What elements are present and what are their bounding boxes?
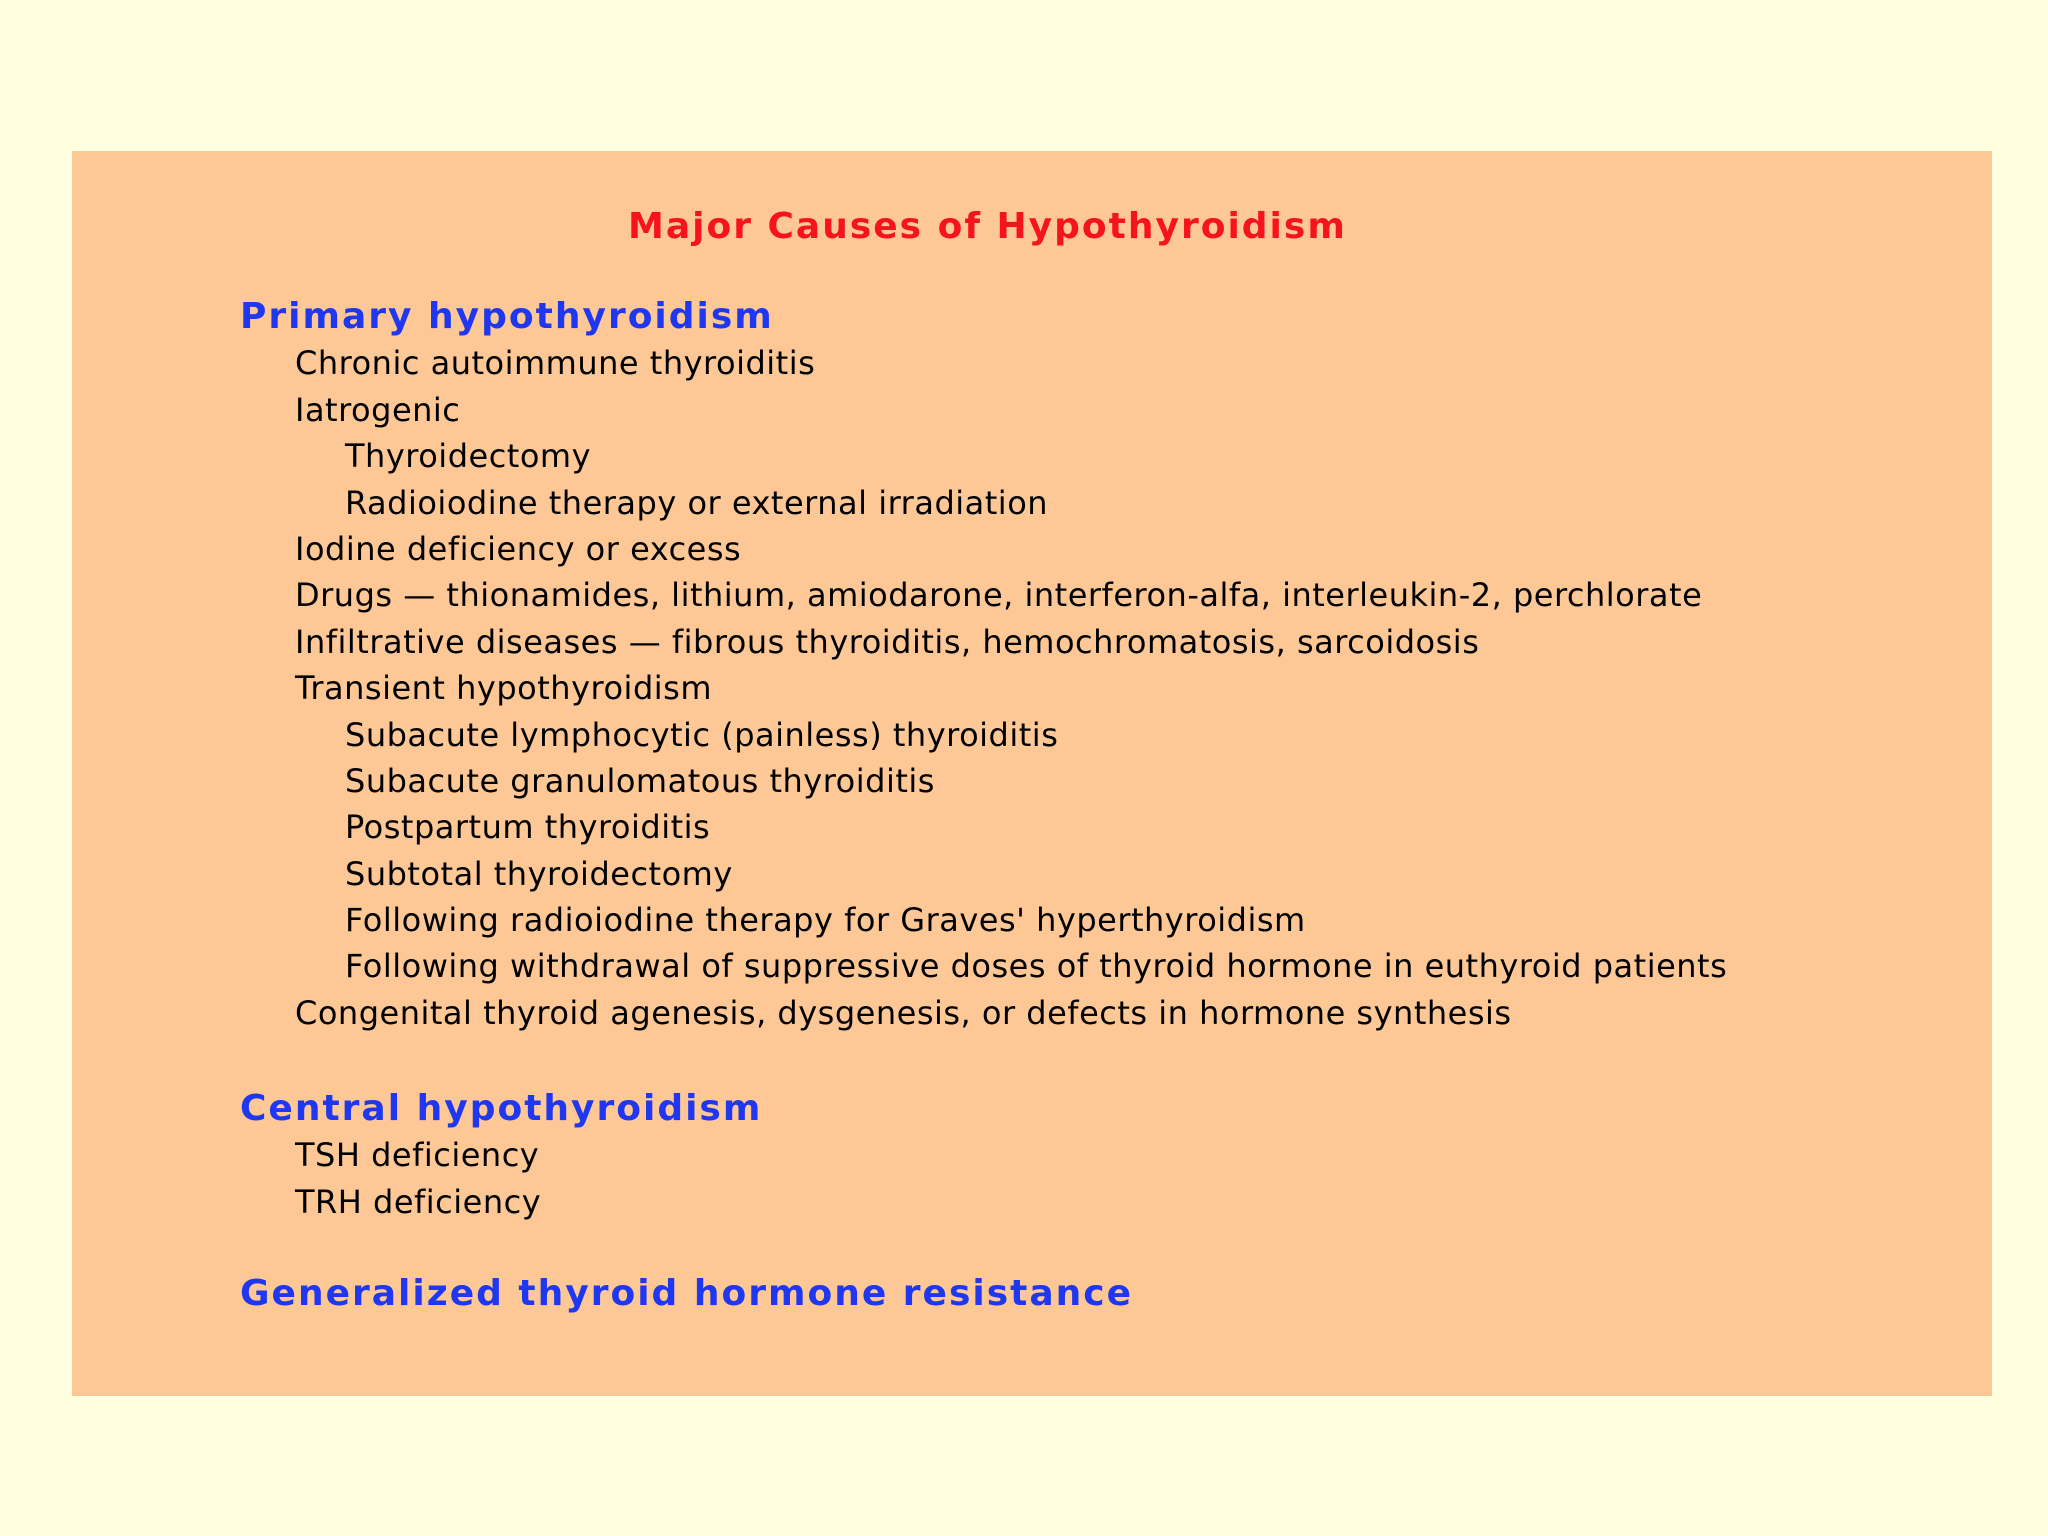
list-item: Drugs — thionamides, lithium, amiodarone, interferon-alfa, interleukin-2, perchlorate (295, 576, 1703, 615)
list-item: Transient hypothyroidism (295, 669, 712, 708)
list-item: Iatrogenic (295, 390, 461, 429)
slide-panel (72, 151, 1992, 1396)
list-subitem: Subtotal thyroidectomy (345, 854, 733, 893)
list-subitem: Following withdrawal of suppressive doses of thyroid hormone in euthyroid patients (345, 947, 1728, 986)
section-thyroid-hormone-resistance (240, 1271, 1133, 1317)
section-central-hypothyroidism (240, 1086, 762, 1225)
section-primary-hypothyroidism (240, 294, 1727, 1036)
cause-list (240, 1132, 762, 1225)
list-item: Congenital thyroid agenesis, dysgenesis, or defects in hormone synthesis (295, 993, 1512, 1032)
section-heading: Generalized thyroid hormone resistance (240, 1273, 1134, 1314)
list-subitem: Postpartum thyroiditis (345, 808, 711, 847)
list-item: Infiltrative diseases — fibrous thyroiditis, hemochromatosis, sarcoidosis (295, 622, 1480, 661)
list-subitem: Thyroidectomy (345, 437, 592, 476)
section-heading: Central hypothyroidism (240, 1088, 763, 1129)
list-subitem: Radioiodine therapy or external irradiation (345, 483, 1049, 522)
list-subitem: Subacute lymphocytic (painless) thyroiditis (345, 715, 1059, 754)
slide-title: Major Causes of Hypothyroidism (628, 206, 1347, 247)
list-item: Chronic autoimmune thyroiditis (295, 344, 816, 383)
list-subitem: Following radioiodine therapy for Graves' hyperthyroidism (345, 901, 1306, 940)
list-subitem: Subacute granulomatous thyroiditis (345, 761, 935, 800)
section-heading: Primary hypothyroidism (240, 296, 774, 337)
list-item: TSH deficiency (295, 1136, 540, 1175)
cause-list (240, 340, 1727, 1036)
list-item: TRH deficiency (295, 1182, 542, 1221)
list-item: Iodine deficiency or excess (295, 529, 742, 568)
